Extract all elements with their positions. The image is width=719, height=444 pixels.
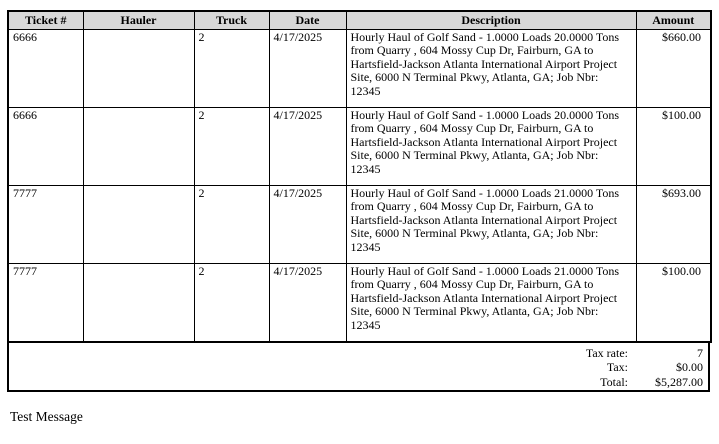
description-cell: Hourly Haul of Golf Sand - 1.0000 Loads 21.0000 Tons from Quarry , 604 Mossy Cup Dr, Fairburn, GA to Hartsfield-Jackson Atlanta International Airport Project Site, 6000 N Terminal Pkwy, Atlanta, GA; Job Nbr: 12345 xyxy=(346,186,636,264)
amount-cell: $100.00 xyxy=(636,264,711,342)
footer-message: Test Message xyxy=(10,408,83,424)
tax-rate-value: 7 xyxy=(697,345,703,360)
hauler-cell xyxy=(83,186,194,264)
truck-cell: 2 xyxy=(194,108,269,186)
col-header-truck: Truck xyxy=(194,11,269,30)
col-header-hauler: Hauler xyxy=(83,11,194,30)
totals-summary-box xyxy=(7,343,710,392)
hauler-cell xyxy=(83,264,194,342)
date-cell: 4/17/2025 xyxy=(269,264,346,342)
amount-cell: $693.00 xyxy=(636,186,711,264)
truck-cell: 2 xyxy=(194,186,269,264)
description-cell: Hourly Haul of Golf Sand - 1.0000 Loads 21.0000 Tons from Quarry , 604 Mossy Cup Dr, Fairburn, GA to Hartsfield-Jackson Atlanta International Airport Project Site, 6000 N Terminal Pkwy, Atlanta, GA; Job Nbr: 12345 xyxy=(346,264,636,342)
table-header-row xyxy=(8,11,711,30)
ticket-cell: 7777 xyxy=(8,264,83,342)
description-cell: Hourly Haul of Golf Sand - 1.0000 Loads 20.0000 Tons from Quarry , 604 Mossy Cup Dr, Fairburn, GA to Hartsfield-Jackson Atlanta International Airport Project Site, 6000 N Terminal Pkwy, Atlanta, GA; Job Nbr: 12345 xyxy=(346,108,636,186)
hauler-cell xyxy=(83,30,194,108)
truck-cell: 2 xyxy=(194,30,269,108)
amount-cell: $660.00 xyxy=(636,30,711,108)
col-header-ticket: Ticket # xyxy=(8,11,83,30)
date-cell: 4/17/2025 xyxy=(269,108,346,186)
col-header-description: Description xyxy=(346,11,636,30)
table-row xyxy=(8,264,711,342)
tax-rate-row xyxy=(9,346,708,361)
ticket-cell: 6666 xyxy=(8,30,83,108)
col-header-amount: Amount xyxy=(636,11,711,30)
tax-row xyxy=(9,360,708,375)
ticket-table xyxy=(7,10,712,343)
table-row xyxy=(8,186,711,264)
table-row xyxy=(8,30,711,108)
table-row xyxy=(8,108,711,186)
date-cell: 4/17/2025 xyxy=(269,30,346,108)
hauler-cell xyxy=(83,108,194,186)
tax-label: Tax: xyxy=(606,360,628,374)
amount-cell: $100.00 xyxy=(636,108,711,186)
tax-rate-label: Tax rate: xyxy=(585,345,628,360)
tax-value: $0.00 xyxy=(676,360,703,374)
truck-cell: 2 xyxy=(194,264,269,342)
total-row xyxy=(9,375,708,390)
total-value: $5,287.00 xyxy=(655,374,703,389)
col-header-date: Date xyxy=(269,11,346,30)
total-label: Total: xyxy=(600,374,628,389)
ticket-cell: 6666 xyxy=(8,108,83,186)
date-cell: 4/17/2025 xyxy=(269,186,346,264)
ticket-cell: 7777 xyxy=(8,186,83,264)
description-cell: Hourly Haul of Golf Sand - 1.0000 Loads 20.0000 Tons from Quarry , 604 Mossy Cup Dr, Fairburn, GA to Hartsfield-Jackson Atlanta International Airport Project Site, 6000 N Terminal Pkwy, Atlanta, GA; Job Nbr: 12345 xyxy=(346,30,636,108)
